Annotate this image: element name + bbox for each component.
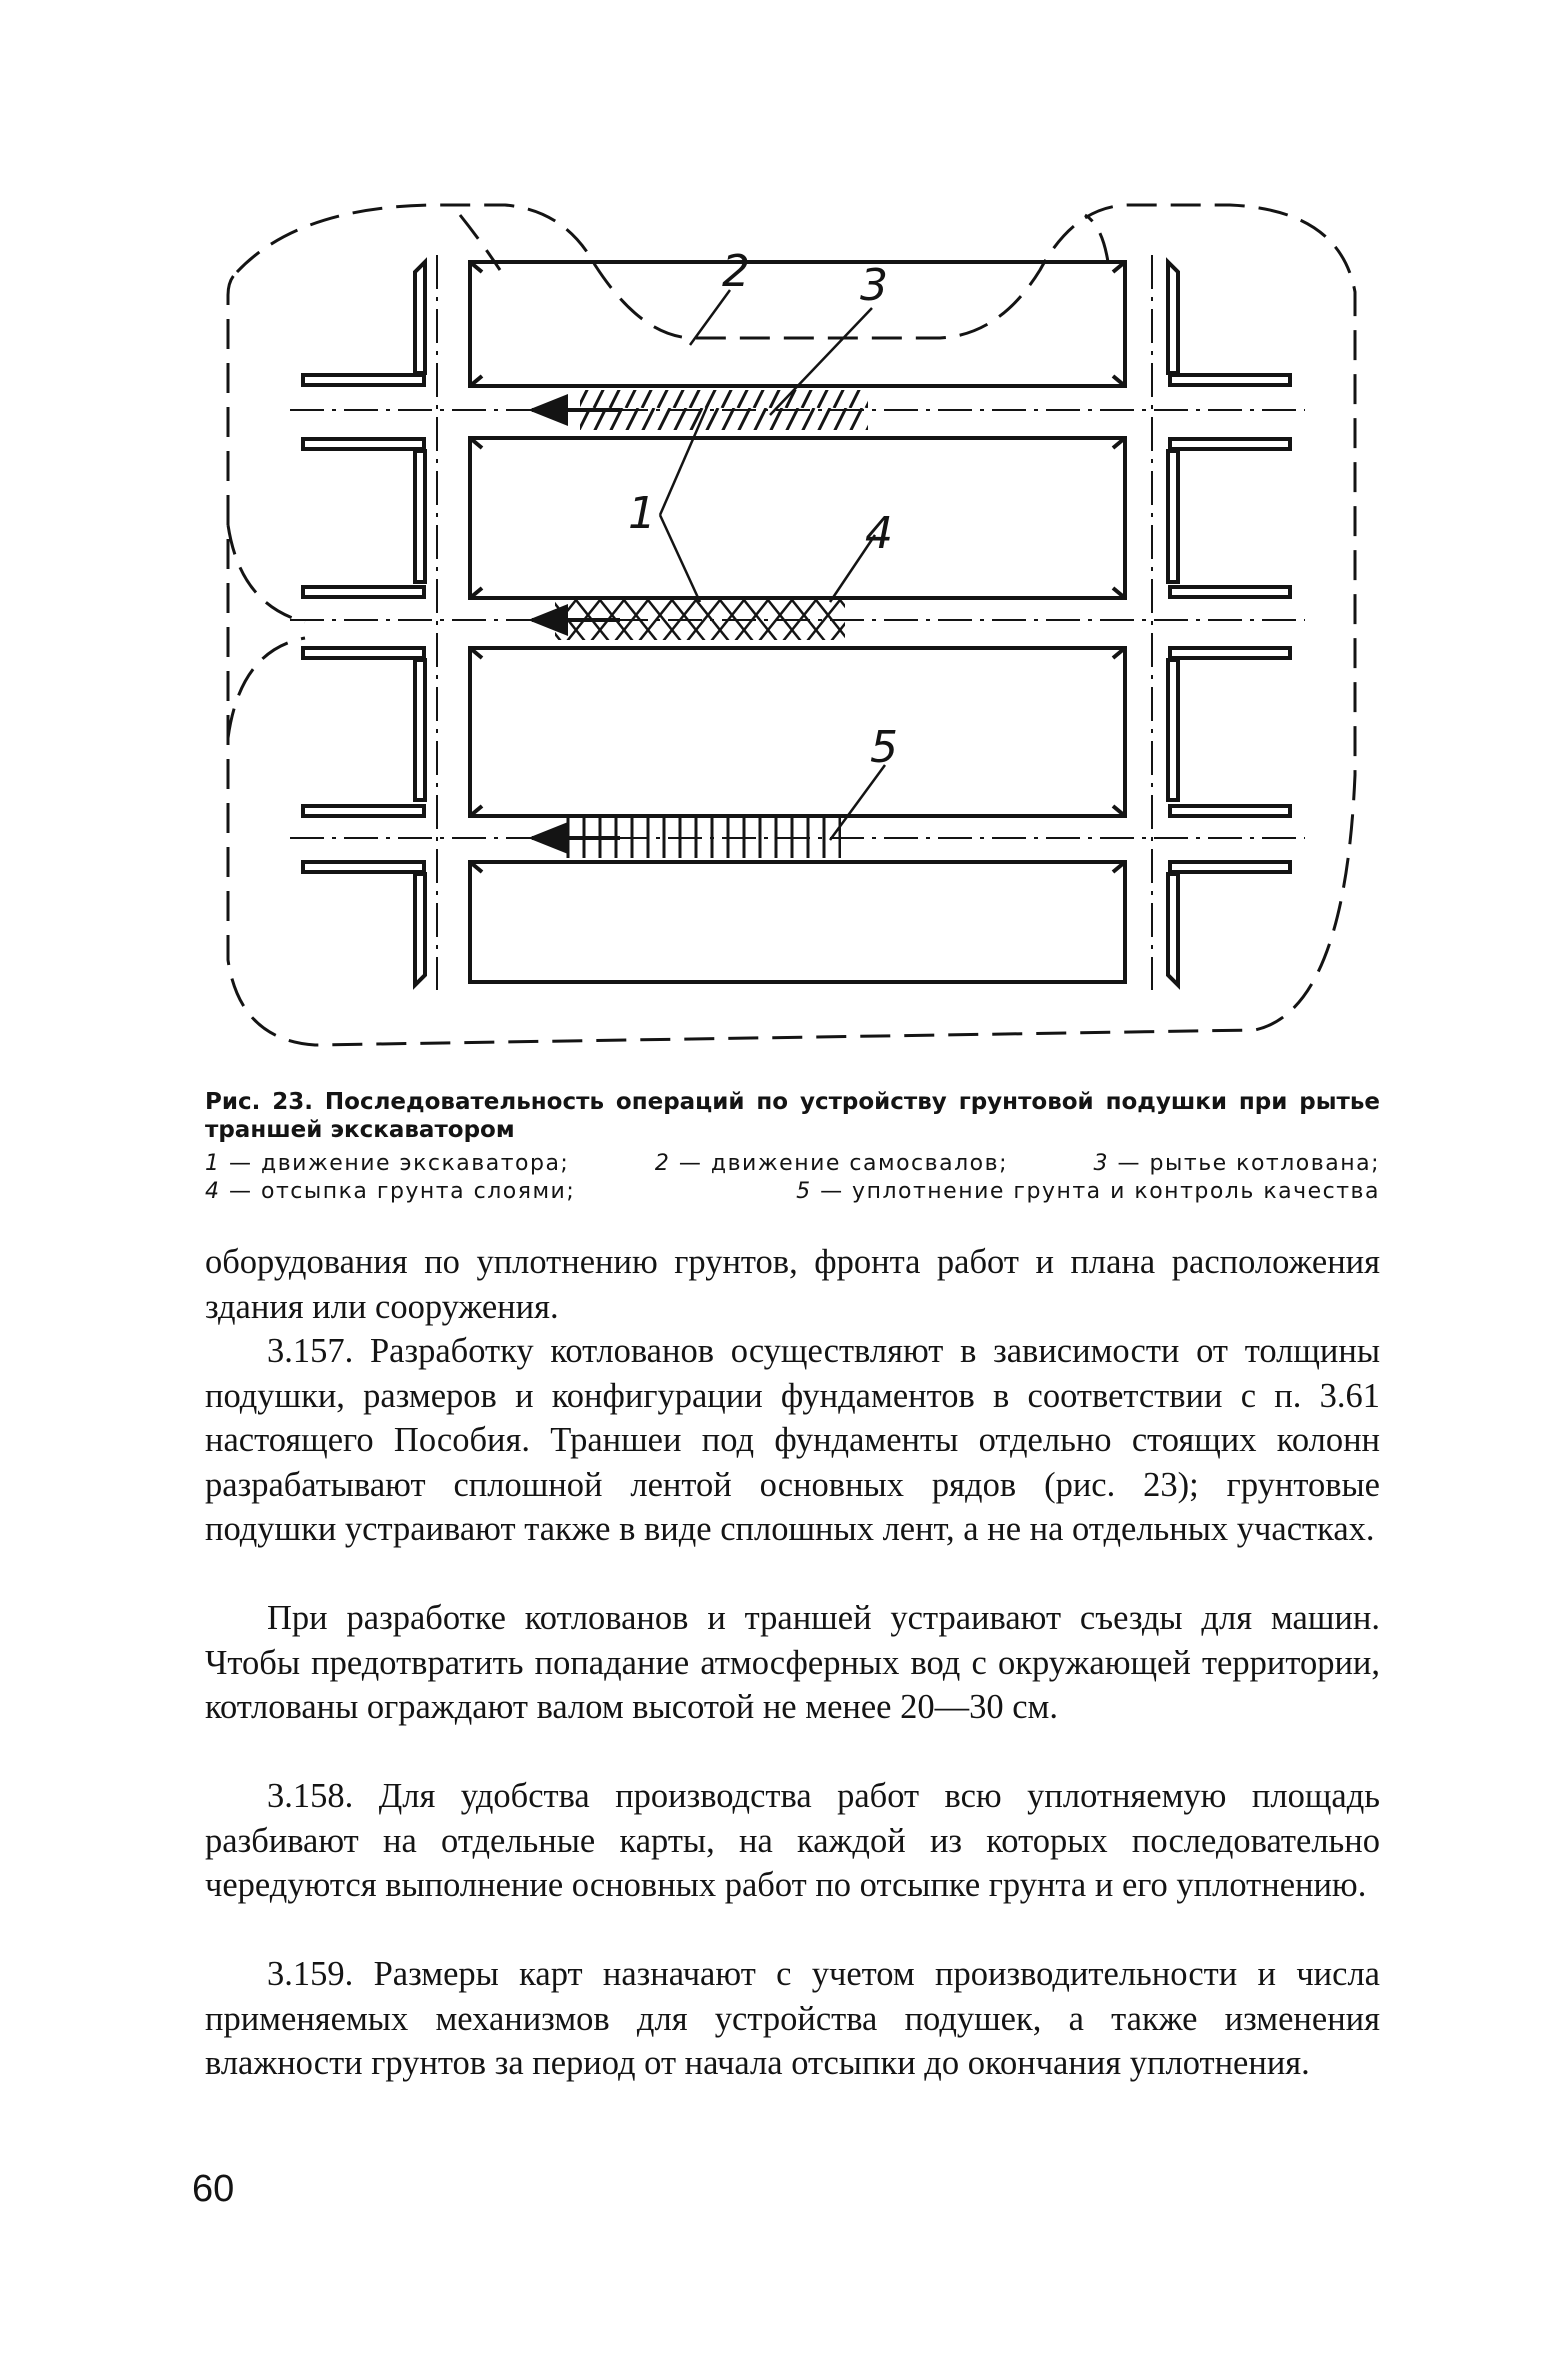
clause-number: 3.159.: [267, 1955, 354, 1993]
label-2: 2: [722, 246, 750, 297]
label-5: 5: [870, 722, 898, 773]
paragraph-3-158: [205, 1774, 1380, 1908]
legend-item: 4 — отсыпка грунта слоями;: [205, 1179, 576, 1204]
legend-item: 1 — движение экскаватора;: [205, 1151, 570, 1176]
legend-item: 3 — рытье котлована;: [1093, 1151, 1380, 1176]
label-3: 3: [860, 260, 888, 311]
paragraph-text: Разработку котлованов осуществляют в зависимости от толщины подушки, размеров и конфигурации фундаментов в соответствии с п. 3.61 настоящего Пособия. Траншеи под фундаменты отдельно стоящих колонн разрабатывают сплошной лентой основных рядов (рис. 23); грунтовые подушки устраивают также в виде сплошных лент, а не на отдельных участках.: [205, 1332, 1381, 1548]
label-4: 4: [865, 508, 893, 559]
clause-number: 3.158.: [267, 1777, 354, 1815]
legend-item: 2 — движение самосвалов;: [654, 1151, 1008, 1176]
paragraph-text: Для удобства производства работ всю уплотняемую площадь разбивают на отдельные карты, на каждой из которых последовательно чередуются выполнение основных работ по отсыпке грунта и его уплотнению.: [205, 1777, 1380, 1904]
clause-number: 3.157.: [267, 1332, 354, 1370]
left-trench-fragments: [303, 262, 425, 985]
trench-scheme-figure: [200, 180, 1400, 1060]
legend-item: 5 — уплотнение грунта и контроль качества: [796, 1179, 1380, 1204]
leader-lines: [660, 290, 885, 840]
figure-caption-title: Рис. 23. Последовательность операций по устройству грунтовой подушки при рытье траншей экскаватором: [205, 1089, 1380, 1143]
paragraph-3-159: [205, 1952, 1380, 2086]
legend-row: [205, 1178, 1380, 1206]
paragraph-3-157: [205, 1329, 1380, 1552]
page-number: 60: [192, 2168, 235, 2210]
figure-legend: [205, 1150, 1380, 1206]
label-1: 1: [628, 488, 656, 539]
paragraph-continuation: оборудования по уплотнению грунтов, фронта работ и плана расположения здания или сооружения.: [205, 1243, 1380, 1326]
paragraph-text: Размеры карт назначают с учетом производительности и числа применяемых механизмов для устройства подушек, а также изменения влажности грунтов за период от начала отсыпки до окончания уплотнения.: [205, 1955, 1380, 2082]
right-trench-fragments: [1168, 262, 1290, 985]
trench-scheme-drawing: [200, 180, 1400, 1060]
paragraph-ramps: При разработке котлованов и траншей устраивают съезды для машин. Чтобы предотвратить попадание атмосферных вод с окружающей территории, котлованы ограждают валом высотой не менее 20—30 см.: [205, 1599, 1380, 1726]
legend-row: [205, 1150, 1380, 1178]
excavation-strip: [580, 390, 868, 430]
